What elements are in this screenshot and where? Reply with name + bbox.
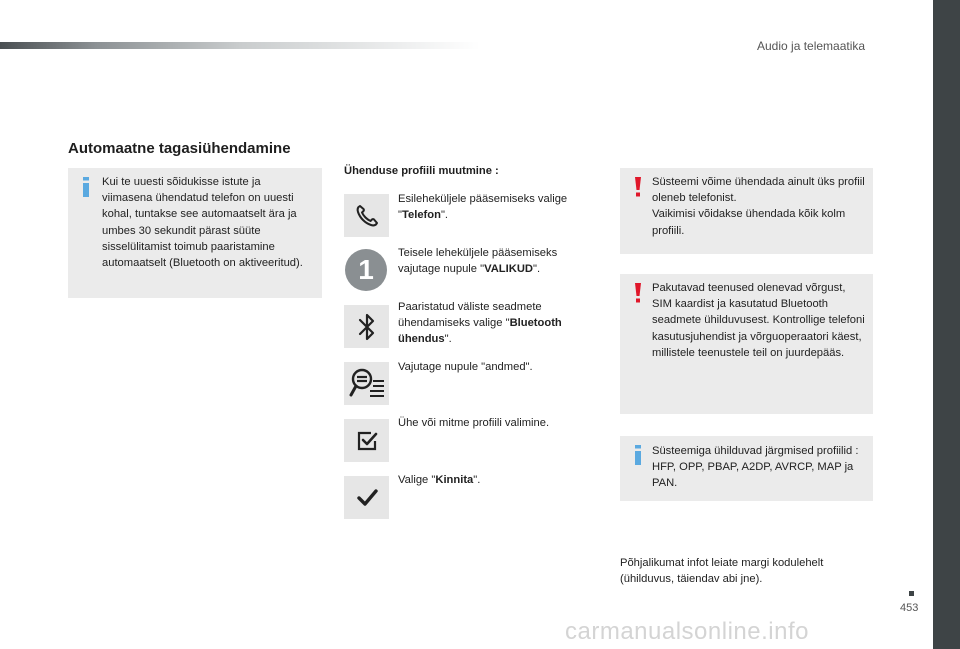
- section-heading: Automaatne tagasiühendamine: [68, 140, 291, 157]
- warning-note-text: Pakutavad teenused olenevad võrgust, SIM kaardist ja kasutatud Bluetooth seadmete ühilduvusest. Kontrollige telefoni kasutusjuhendist ja võrguoperaatori käest, millistele teenustele teil on juurdepääs.: [652, 282, 865, 359]
- footer-note: Põhjalikumat infot leiate margi kodulehelt (ühilduvus, täiendav abi jne).: [620, 557, 824, 586]
- details-icon: [348, 366, 386, 402]
- step-3-text: Paaristatud väliste seadmete ühendamiseks valige "Bluetooth ühendus".: [398, 301, 562, 346]
- warning-icon: [634, 177, 642, 197]
- step-4-text: Vajutage nupule "andmed".: [398, 361, 533, 373]
- side-edge-strip: [933, 0, 960, 649]
- warning-icon: [634, 283, 642, 303]
- profile-change-title: Ühenduse profiili muutmine :: [344, 165, 499, 177]
- number-one-icon: 1: [345, 249, 387, 291]
- step-icon-box: [344, 362, 389, 405]
- info-icon: [634, 445, 642, 465]
- phone-icon: [354, 203, 380, 229]
- warning-note-box: [620, 274, 873, 414]
- info-note-text: Süsteemiga ühilduvad järgmised profiilid : HFP, OPP, PBAP, A2DP, AVRCP, MAP ja PAN.: [652, 445, 859, 490]
- bluetooth-icon: [356, 312, 378, 342]
- step-icon-box: [344, 476, 389, 519]
- confirm-check-icon: [356, 488, 378, 508]
- step-icon-box: [344, 419, 389, 462]
- step-icon-box: [344, 305, 389, 348]
- step-6-text: Valige "Kinnita".: [398, 474, 481, 486]
- warning-note-box: [620, 168, 873, 254]
- info-note-box: [68, 168, 322, 298]
- step-2-text: Teisele leheküljele pääsemiseks vajutage nupule "VALIKUD".: [398, 247, 558, 276]
- info-note-text: Kui te uuesti sõidukisse istute ja viimasena ühendatud telefon on uuesti kohal, tuntakse see automaatselt ära ja umbes 30 sekundit pärast süüte sisselülitamist toimub paaristamine automaatselt (Bluetooth on aktiveeritud).: [102, 176, 303, 270]
- page-marker: [909, 591, 914, 596]
- header-decorative-bar: [0, 42, 480, 49]
- step-1-text: Esileheküljele pääsemiseks valige "Telefon".: [398, 193, 568, 222]
- step-5-text: Ühe või mitme profiili valimine.: [398, 417, 550, 429]
- info-note-box: [620, 436, 873, 501]
- watermark: carmanualsonline.info: [565, 618, 809, 645]
- warning-note-text: Süsteemi võime ühendada ainult üks profiil oleneb telefonist. Vaikimisi võidakse ühendada kõik kolm profiili.: [652, 176, 865, 237]
- checkbox-icon: [356, 430, 378, 452]
- page-number: 453: [900, 602, 919, 614]
- step-icon-box: [344, 194, 389, 237]
- info-icon: [82, 177, 90, 197]
- chapter-title: Audio ja telemaatika: [757, 39, 866, 53]
